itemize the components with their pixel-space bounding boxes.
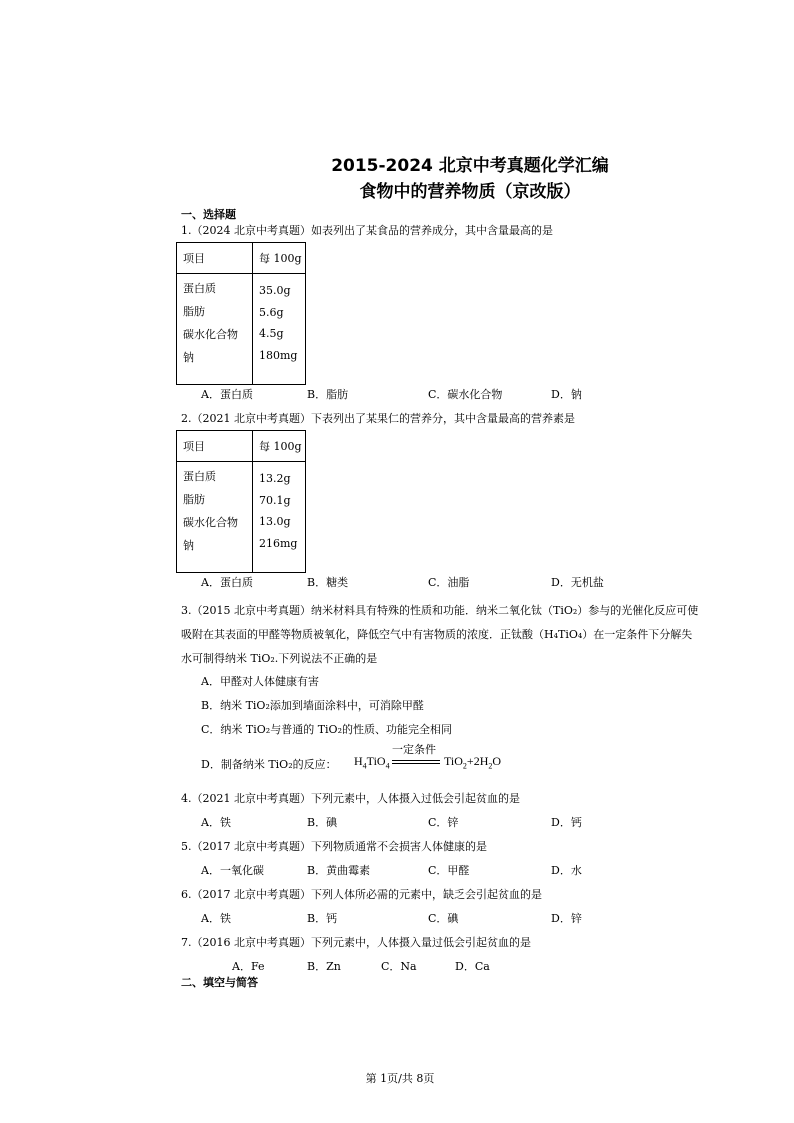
- q2-table-header-per100g: 每 100g: [253, 431, 306, 462]
- question-3-line1: 3.（2015 北京中考真题）纳米材料具有特殊的性质和功能．纳米二氧化钛（TiO₂）参与的光催化反应可使: [181, 604, 699, 617]
- q7-option-c[interactable]: C．Na: [381, 960, 417, 973]
- q1-value-protein: 35.0g: [259, 284, 291, 297]
- q2-table-names-cell: [177, 462, 253, 573]
- q2-value-carb: 13.0g: [259, 515, 291, 528]
- eq-left-sub1: 4: [362, 761, 367, 771]
- q4-option-a[interactable]: A．铁: [201, 816, 231, 829]
- q5-option-b[interactable]: B．黄曲霉素: [307, 864, 371, 877]
- eq-right-o: O: [492, 754, 502, 768]
- q7-option-a[interactable]: A．Fe: [232, 960, 265, 973]
- question-1-stem: 1.（2024 北京中考真题）如表列出了某食品的营养成分，其中含量最高的是: [181, 224, 553, 237]
- q6-option-d[interactable]: D．锌: [551, 912, 582, 925]
- q1-option-a[interactable]: A．蛋白质: [201, 388, 253, 401]
- eq-right-sub1: 2: [462, 761, 467, 771]
- q7-option-d[interactable]: D．Ca: [455, 960, 490, 973]
- question-5-stem: 5.（2017 北京中考真题）下列物质通常不会损害人体健康的是: [181, 840, 487, 853]
- q2-value-fat: 70.1g: [259, 493, 291, 507]
- question-3-line3: 水可制得纳米 TiO₂.下列说法不正确的是: [181, 652, 378, 665]
- q6-option-a[interactable]: A．铁: [201, 912, 231, 925]
- eq-left-tio: TiO: [366, 754, 386, 768]
- q1-option-b[interactable]: B．脂肪: [307, 388, 349, 401]
- question-7-stem: 7.（2016 北京中考真题）下列元素中，人体摄入量过低会引起贫血的是: [181, 936, 531, 949]
- q3-option-a[interactable]: A．甲醛对人体健康有害: [201, 675, 319, 688]
- q7-option-b[interactable]: B．Zn: [307, 960, 341, 973]
- q1-table-values-cell: [253, 274, 306, 385]
- q3-option-b[interactable]: B．纳米 TiO₂添加到墙面涂料中，可消除甲醛: [201, 699, 424, 712]
- question-6-stem: 6.（2017 北京中考真题）下列人体所必需的元素中，缺乏会引起贫血的是: [181, 888, 542, 901]
- question-3-line2: 吸附在其表面的甲醛等物质被氧化，降低空气中有害物质的浓度．正钛酸（H₄TiO₄）在一定条件下分解失: [181, 628, 693, 641]
- q3-reaction-condition: 一定条件: [392, 743, 436, 756]
- q2-nutrition-table: [176, 430, 306, 573]
- section-heading-fill: 二、填空与简答: [181, 976, 258, 989]
- q1-option-c[interactable]: C．碳水化合物: [428, 388, 503, 401]
- q4-option-d[interactable]: D．钙: [551, 816, 582, 829]
- page-title-line2: 食物中的营养物质（京改版）: [359, 182, 581, 202]
- q2-value-protein: 13.2g: [259, 472, 291, 485]
- q6-option-c[interactable]: C．碘: [428, 912, 459, 925]
- q1-name-sodium: 钠: [183, 351, 194, 364]
- eq-right-sub2: 2: [488, 761, 493, 771]
- section-heading-choice: 一、选择题: [181, 208, 236, 221]
- q3-equals-bar-top: [392, 760, 440, 761]
- q3-equation-right: [444, 754, 501, 770]
- q1-table-names-cell: [177, 274, 253, 385]
- q2-name-sodium: 钠: [183, 539, 194, 552]
- q3-option-d[interactable]: D．制备纳米 TiO₂的反应：: [201, 758, 337, 771]
- q3-option-c[interactable]: C．纳米 TiO₂与普通的 TiO₂的性质、功能完全相同: [201, 723, 452, 736]
- q1-option-d[interactable]: D．钠: [551, 388, 582, 401]
- q1-table-header-item: 项目: [177, 243, 253, 274]
- eq-left-h: H: [354, 754, 363, 768]
- eq-right-tio: TiO: [444, 754, 463, 768]
- q1-name-fat: 脂肪: [183, 305, 205, 318]
- q3-equation-left: [354, 754, 390, 770]
- q2-option-d[interactable]: D．无机盐: [551, 576, 604, 589]
- q5-option-a[interactable]: A．一氧化碳: [201, 864, 264, 877]
- page-footer: 第 1页/共 8页: [365, 1072, 435, 1085]
- q2-table-values-cell: [253, 462, 306, 573]
- q5-option-d[interactable]: D．水: [551, 864, 582, 877]
- q6-option-b[interactable]: B．钙: [307, 912, 338, 925]
- question-4-stem: 4.（2021 北京中考真题）下列元素中，人体摄入过低会引起贫血的是: [181, 792, 520, 805]
- q2-option-c[interactable]: C．油脂: [428, 576, 470, 589]
- q1-value-carb: 4.5g: [259, 327, 284, 340]
- q2-value-sodium: 216mg: [259, 536, 298, 550]
- eq-left-sub2: 4: [385, 761, 390, 771]
- q1-table-header-per100g: 每 100g: [253, 243, 306, 274]
- q1-name-carb: 碳水化合物: [183, 328, 238, 341]
- q1-value-fat: 5.6g: [259, 305, 284, 319]
- q2-option-a[interactable]: A．蛋白质: [201, 576, 253, 589]
- q4-option-b[interactable]: B．碘: [307, 816, 338, 829]
- q2-name-fat: 脂肪: [183, 493, 205, 506]
- q1-name-protein: 蛋白质: [183, 282, 216, 295]
- q3-equals-bar-bottom: [392, 763, 440, 764]
- eq-right-plus2h: +2H: [466, 754, 489, 768]
- q2-name-protein: 蛋白质: [183, 470, 216, 483]
- q4-option-c[interactable]: C．锌: [428, 816, 459, 829]
- q2-name-carb: 碳水化合物: [183, 516, 238, 529]
- q5-option-c[interactable]: C．甲醛: [428, 864, 470, 877]
- q2-table-header-item: 项目: [177, 431, 253, 462]
- q1-value-sodium: 180mg: [259, 348, 298, 362]
- question-2-stem: 2.（2021 北京中考真题）下表列出了某果仁的营养分，其中含量最高的营养素是: [181, 412, 575, 425]
- q1-nutrition-table: [176, 242, 306, 385]
- q2-option-b[interactable]: B．糖类: [307, 576, 349, 589]
- page-title-line1: 2015-2024 北京中考真题化学汇编: [331, 156, 609, 176]
